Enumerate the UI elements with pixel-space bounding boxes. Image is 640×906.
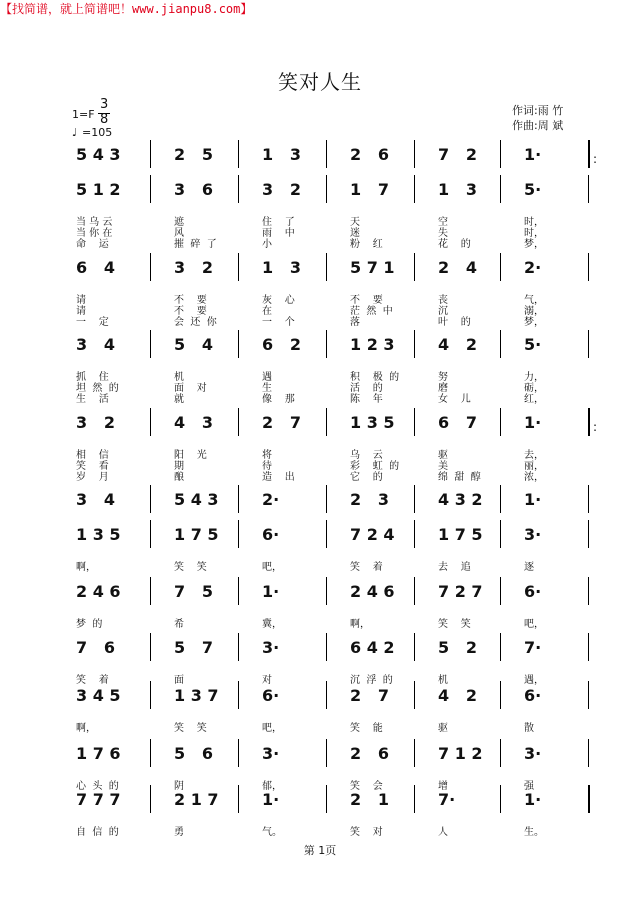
bar-line — [500, 175, 501, 203]
lyricist: 作词:雨 竹 — [512, 104, 564, 117]
bar-line — [150, 253, 151, 281]
bar-line — [588, 408, 590, 436]
lyric-syllables: 粉 红 — [350, 239, 383, 250]
lyric-syllables: 落 — [350, 317, 360, 328]
lyric-syllables: 吧， — [262, 562, 282, 573]
bar-line — [238, 633, 239, 661]
measure-notes: 6 4 — [76, 258, 115, 277]
lyric-syllables: 沉 — [438, 306, 448, 317]
bar-line — [238, 739, 239, 767]
measure-notes: 1 3 — [262, 258, 301, 277]
bar-line — [500, 577, 501, 605]
lyric-syllables: 生 活 — [76, 394, 109, 405]
lyric-syllables: 遮 — [174, 217, 184, 228]
bar-line — [150, 577, 151, 605]
measure-notes: 7 2 7 — [438, 582, 483, 601]
bar-line — [238, 785, 239, 813]
bar-line — [238, 175, 239, 203]
bar-line — [326, 253, 327, 281]
measure-notes: 5 6 — [174, 744, 213, 763]
lyric-syllables: 气。 — [262, 827, 282, 838]
measure-notes: 5· — [524, 180, 542, 199]
lyric-syllables: 命 运 — [76, 239, 109, 250]
measure-notes: 3 4 — [76, 490, 115, 509]
bar-line — [588, 485, 589, 513]
measure-notes: 7· — [438, 790, 456, 809]
measure-notes: 7 6 — [76, 638, 115, 657]
lyric-syllables: 吧， — [524, 619, 544, 630]
measure-notes: 5 7 — [174, 638, 213, 657]
note-icon: ♩ — [72, 126, 78, 139]
measure-notes: 6· — [524, 582, 542, 601]
lyric-syllables: 女 儿 — [438, 394, 471, 405]
measure-notes: 3 4 — [76, 335, 115, 354]
lyric-syllables: 笑 笑 — [438, 619, 471, 630]
lyric-syllables: 雨 中 — [262, 228, 295, 239]
measure-notes: 4 2 — [438, 335, 477, 354]
lyric-syllables: 生 — [262, 383, 272, 394]
lyric-syllables: 阴 — [174, 781, 184, 792]
site-banner: 【找简谱，就上简谱吧！www.jianpu8.com】 — [0, 2, 253, 16]
lyric-syllables: 笑 会 — [350, 781, 383, 792]
lyric-syllables: 冀， — [262, 619, 282, 630]
measure-notes: 2 7 — [350, 686, 389, 705]
bar-line — [500, 485, 501, 513]
bar-line — [326, 785, 327, 813]
lyric-syllables: 当 乌 云 — [76, 217, 113, 228]
bar-line — [238, 408, 239, 436]
lyric-syllables: 茫 然 中 — [350, 306, 393, 317]
lyric-syllables: 就 — [174, 394, 184, 405]
lyric-syllables: 梦 的 — [76, 619, 103, 630]
lyric-syllables: 勇 — [174, 827, 184, 838]
measure-notes: 2· — [524, 258, 542, 277]
measure-notes: 1· — [524, 145, 542, 164]
measure-notes: 1 3 — [438, 180, 477, 199]
lyric-syllables: 不 要 — [350, 295, 383, 306]
measure-notes: 3· — [262, 638, 280, 657]
repeat-sign: : — [593, 420, 598, 434]
lyric-syllables: 请 — [76, 295, 86, 306]
bar-line — [150, 485, 151, 513]
tempo: =105 — [82, 126, 113, 139]
measure-notes: 1· — [262, 582, 280, 601]
bar-line — [500, 140, 501, 168]
measure-notes: 7 1 2 — [438, 744, 483, 763]
lyric-syllables: 彩 虹 的 — [350, 461, 400, 472]
lyric-syllables: 梦， — [524, 317, 544, 328]
repeat-sign: : — [593, 152, 598, 166]
lyric-syllables: 花 的 — [438, 239, 471, 250]
lyric-syllables: 浓， — [524, 472, 544, 483]
lyric-syllables: 当 你 在 — [76, 228, 113, 239]
time-numerator: 3 — [100, 97, 109, 112]
measure-notes: 3· — [262, 744, 280, 763]
bar-line — [500, 739, 501, 767]
measure-notes: 1· — [524, 790, 542, 809]
measure-notes: 1· — [524, 490, 542, 509]
measure-notes: 2· — [262, 490, 280, 509]
bar-line — [150, 140, 151, 168]
bar-line — [150, 633, 151, 661]
measure-notes: 4 3 — [174, 413, 213, 432]
lyric-syllables: 摧 碎 了 — [174, 239, 217, 250]
lyric-syllables: 请 — [76, 306, 86, 317]
bar-line — [150, 175, 151, 203]
lyric-syllables: 笑 对 — [350, 827, 383, 838]
song-title: 笑对人生 — [278, 70, 362, 94]
composer: 作曲:周 斌 — [512, 119, 564, 132]
bar-line — [414, 785, 415, 813]
bar-line — [150, 739, 151, 767]
bar-line — [326, 330, 327, 358]
bar-line — [150, 785, 151, 813]
lyric-syllables: 机 — [174, 372, 184, 383]
bar-line — [326, 739, 327, 767]
lyric-syllables: 去 追 — [438, 562, 471, 573]
lyric-syllables: 人 — [438, 827, 448, 838]
measure-notes: 1 7 5 — [438, 525, 483, 544]
lyric-syllables: 希 — [174, 619, 184, 630]
lyric-syllables: 空 — [438, 217, 448, 228]
measure-notes: 1· — [262, 790, 280, 809]
bar-line — [238, 253, 239, 281]
lyric-syllables: 时， — [524, 228, 544, 239]
bar-line — [414, 681, 415, 709]
measure-notes: 7 2 4 — [350, 525, 395, 544]
bar-line — [588, 175, 589, 203]
bar-line — [500, 520, 501, 548]
lyric-syllables: 自 信 的 — [76, 827, 119, 838]
bar-line — [414, 175, 415, 203]
measure-notes: 5 7 1 — [350, 258, 395, 277]
measure-notes: 5 4 — [174, 335, 213, 354]
lyric-syllables: 住 了 — [262, 217, 295, 228]
lyric-syllables: 逐 — [524, 562, 534, 573]
measure-notes: 5 4 3 — [174, 490, 219, 509]
measure-notes: 2 4 6 — [76, 582, 121, 601]
measure-notes: 7 2 — [438, 145, 477, 164]
lyric-syllables: 力， — [524, 372, 544, 383]
measure-notes: 1 7 6 — [76, 744, 121, 763]
lyric-syllables: 美 — [438, 461, 448, 472]
lyric-syllables: 丧 — [438, 295, 448, 306]
measure-notes: 1 2 3 — [350, 335, 395, 354]
lyric-syllables: 啊， — [76, 562, 96, 573]
bar-line — [326, 633, 327, 661]
measure-notes: 4 2 — [438, 686, 477, 705]
measure-notes: 2 1 7 — [174, 790, 219, 809]
measure-notes: 1 3 7 — [174, 686, 219, 705]
measure-notes: 7 7 7 — [76, 790, 121, 809]
bar-line — [414, 520, 415, 548]
bar-line — [500, 253, 501, 281]
lyric-syllables: 在 — [262, 306, 272, 317]
bar-line — [326, 140, 327, 168]
lyric-syllables: 笑 看 — [76, 461, 109, 472]
lyric-syllables: 强 — [524, 781, 534, 792]
bar-line — [238, 577, 239, 605]
lyric-syllables: 笑 能 — [350, 723, 383, 734]
bar-line — [414, 408, 415, 436]
lyric-syllables: 小 — [262, 239, 272, 250]
bar-line — [238, 681, 239, 709]
lyric-syllables: 笑 笑 — [174, 562, 207, 573]
lyric-syllables: 啊， — [350, 619, 370, 630]
measure-notes: 2 6 — [350, 145, 389, 164]
lyric-syllables: 遇， — [524, 675, 544, 686]
lyric-syllables: 气， — [524, 295, 544, 306]
lyric-syllables: 积 极 的 — [350, 372, 400, 383]
lyric-syllables: 坦 然 的 — [76, 383, 119, 394]
measure-notes: 1 3 5 — [350, 413, 395, 432]
bar-line — [238, 485, 239, 513]
lyric-syllables: 生。 — [524, 827, 544, 838]
bar-line — [326, 681, 327, 709]
measure-notes: 6 4 2 — [350, 638, 395, 657]
lyric-syllables: 心 头 的 — [76, 781, 119, 792]
measure-notes: 1 7 5 — [174, 525, 219, 544]
bar-line — [326, 485, 327, 513]
lyric-syllables: 不 要 — [174, 306, 207, 317]
lyric-syllables: 天 — [350, 217, 360, 228]
lyric-syllables: 面 — [174, 675, 184, 686]
lyric-syllables: 去， — [524, 450, 544, 461]
bar-line — [414, 485, 415, 513]
lyric-syllables: 红， — [524, 394, 544, 405]
lyric-syllables: 笑 着 — [350, 562, 383, 573]
bar-line — [414, 330, 415, 358]
bar-line — [150, 681, 151, 709]
lyric-syllables: 增 — [438, 781, 448, 792]
lyric-syllables: 笑 笑 — [174, 723, 207, 734]
lyric-syllables: 风 — [174, 228, 184, 239]
bar-line — [238, 140, 239, 168]
measure-notes: 3 6 — [174, 180, 213, 199]
measure-notes: 5 4 3 — [76, 145, 121, 164]
bar-line — [238, 520, 239, 548]
measure-notes: 3 2 — [262, 180, 301, 199]
lyric-syllables: 努 — [438, 372, 448, 383]
lyric-syllables: 沉 浮 的 — [350, 675, 393, 686]
bar-line — [500, 785, 501, 813]
lyric-syllables: 活 的 — [350, 383, 383, 394]
lyric-syllables: 溺， — [524, 306, 544, 317]
measure-notes: 3 2 — [174, 258, 213, 277]
measure-notes: 2 5 — [174, 145, 213, 164]
lyric-syllables: 失 — [438, 228, 448, 239]
bar-line — [588, 577, 589, 605]
measure-notes: 5 1 2 — [76, 180, 121, 199]
lyric-syllables: 像 那 — [262, 394, 295, 405]
bar-line — [588, 330, 589, 358]
key-signature: 1=F — [72, 108, 95, 121]
lyric-syllables: 机 — [438, 675, 448, 686]
measure-notes: 1 3 5 — [76, 525, 121, 544]
time-denominator: 8 — [100, 112, 109, 127]
lyric-syllables: 笑 着 — [76, 675, 109, 686]
bar-line — [500, 330, 501, 358]
bar-line — [150, 330, 151, 358]
measure-notes: 3· — [524, 525, 542, 544]
bar-line — [588, 633, 589, 661]
lyric-syllables: 阳 光 — [174, 450, 207, 461]
measure-notes: 2 7 — [262, 413, 301, 432]
lyric-syllables: 驱 — [438, 723, 448, 734]
lyric-syllables: 它 的 — [350, 472, 383, 483]
measure-notes: 6 7 — [438, 413, 477, 432]
lyric-syllables: 时， — [524, 217, 544, 228]
lyric-syllables: 酿 — [174, 472, 184, 483]
measure-notes: 2 4 6 — [350, 582, 395, 601]
bar-line — [588, 520, 589, 548]
bar-line — [414, 739, 415, 767]
bar-line — [150, 408, 151, 436]
lyric-syllables: 待 — [262, 461, 272, 472]
measure-notes: 3· — [524, 744, 542, 763]
lyric-syllables: 绵 甜 醇 — [438, 472, 481, 483]
measure-notes: 2 6 — [350, 744, 389, 763]
lyric-syllables: 啊， — [76, 723, 96, 734]
bar-line — [588, 785, 590, 813]
bar-line — [588, 739, 589, 767]
measure-notes: 3 4 5 — [76, 686, 121, 705]
measure-notes: 2 1 — [350, 790, 389, 809]
measure-notes: 4 3 2 — [438, 490, 483, 509]
lyric-syllables: 造 出 — [262, 472, 295, 483]
lyric-syllables: 期 — [174, 461, 184, 472]
lyric-syllables: 乌 云 — [350, 450, 383, 461]
lyric-syllables: 一 个 — [262, 317, 295, 328]
measure-notes: 7· — [524, 638, 542, 657]
bar-line — [326, 520, 327, 548]
lyric-syllables: 散 — [524, 723, 534, 734]
measure-notes: 2 4 — [438, 258, 477, 277]
bar-line — [414, 577, 415, 605]
lyric-syllables: 对 — [262, 675, 272, 686]
measure-notes: 3 2 — [76, 413, 115, 432]
bar-line — [326, 408, 327, 436]
bar-line — [150, 520, 151, 548]
measure-notes: 5 2 — [438, 638, 477, 657]
lyric-syllables: 遇 — [262, 372, 272, 383]
bar-line — [414, 140, 415, 168]
lyric-syllables: 梦， — [524, 239, 544, 250]
lyric-syllables: 灰 心 — [262, 295, 295, 306]
bar-line — [588, 253, 589, 281]
measure-notes: 6· — [262, 525, 280, 544]
bar-line — [414, 633, 415, 661]
bar-line — [326, 175, 327, 203]
lyric-syllables: 陈 年 — [350, 394, 383, 405]
lyric-syllables: 磨 — [438, 383, 448, 394]
bar-line — [500, 633, 501, 661]
lyric-syllables: 砺， — [524, 383, 544, 394]
lyric-syllables: 叶 的 — [438, 317, 471, 328]
measure-notes: 1 7 — [350, 180, 389, 199]
lyric-syllables: 迷 — [350, 228, 360, 239]
lyric-syllables: 会 还 你 — [174, 317, 217, 328]
lyric-syllables: 相 信 — [76, 450, 109, 461]
measure-notes: 6· — [524, 686, 542, 705]
lyric-syllables: 岁 月 — [76, 472, 109, 483]
lyric-syllables: 吧， — [262, 723, 282, 734]
measure-notes: 7 5 — [174, 582, 213, 601]
measure-notes: 1 3 — [262, 145, 301, 164]
measure-notes: 1· — [524, 413, 542, 432]
lyric-syllables: 抓 住 — [76, 372, 109, 383]
lyric-syllables: 郁， — [262, 781, 282, 792]
bar-line — [500, 408, 501, 436]
lyric-syllables: 将 — [262, 450, 272, 461]
page-number: 第 1页 — [303, 844, 337, 857]
measure-notes: 6· — [262, 686, 280, 705]
measure-notes: 2 3 — [350, 490, 389, 509]
lyric-syllables: 面 对 — [174, 383, 207, 394]
lyric-syllables: 丽， — [524, 461, 544, 472]
bar-line — [326, 577, 327, 605]
lyric-syllables: 一 定 — [76, 317, 109, 328]
bar-line — [588, 681, 589, 709]
measure-notes: 6 2 — [262, 335, 301, 354]
bar-line — [238, 330, 239, 358]
bar-line — [500, 681, 501, 709]
bar-line — [414, 253, 415, 281]
lyric-syllables: 不 要 — [174, 295, 207, 306]
bar-line — [588, 140, 590, 168]
measure-notes: 5· — [524, 335, 542, 354]
lyric-syllables: 驱 — [438, 450, 448, 461]
